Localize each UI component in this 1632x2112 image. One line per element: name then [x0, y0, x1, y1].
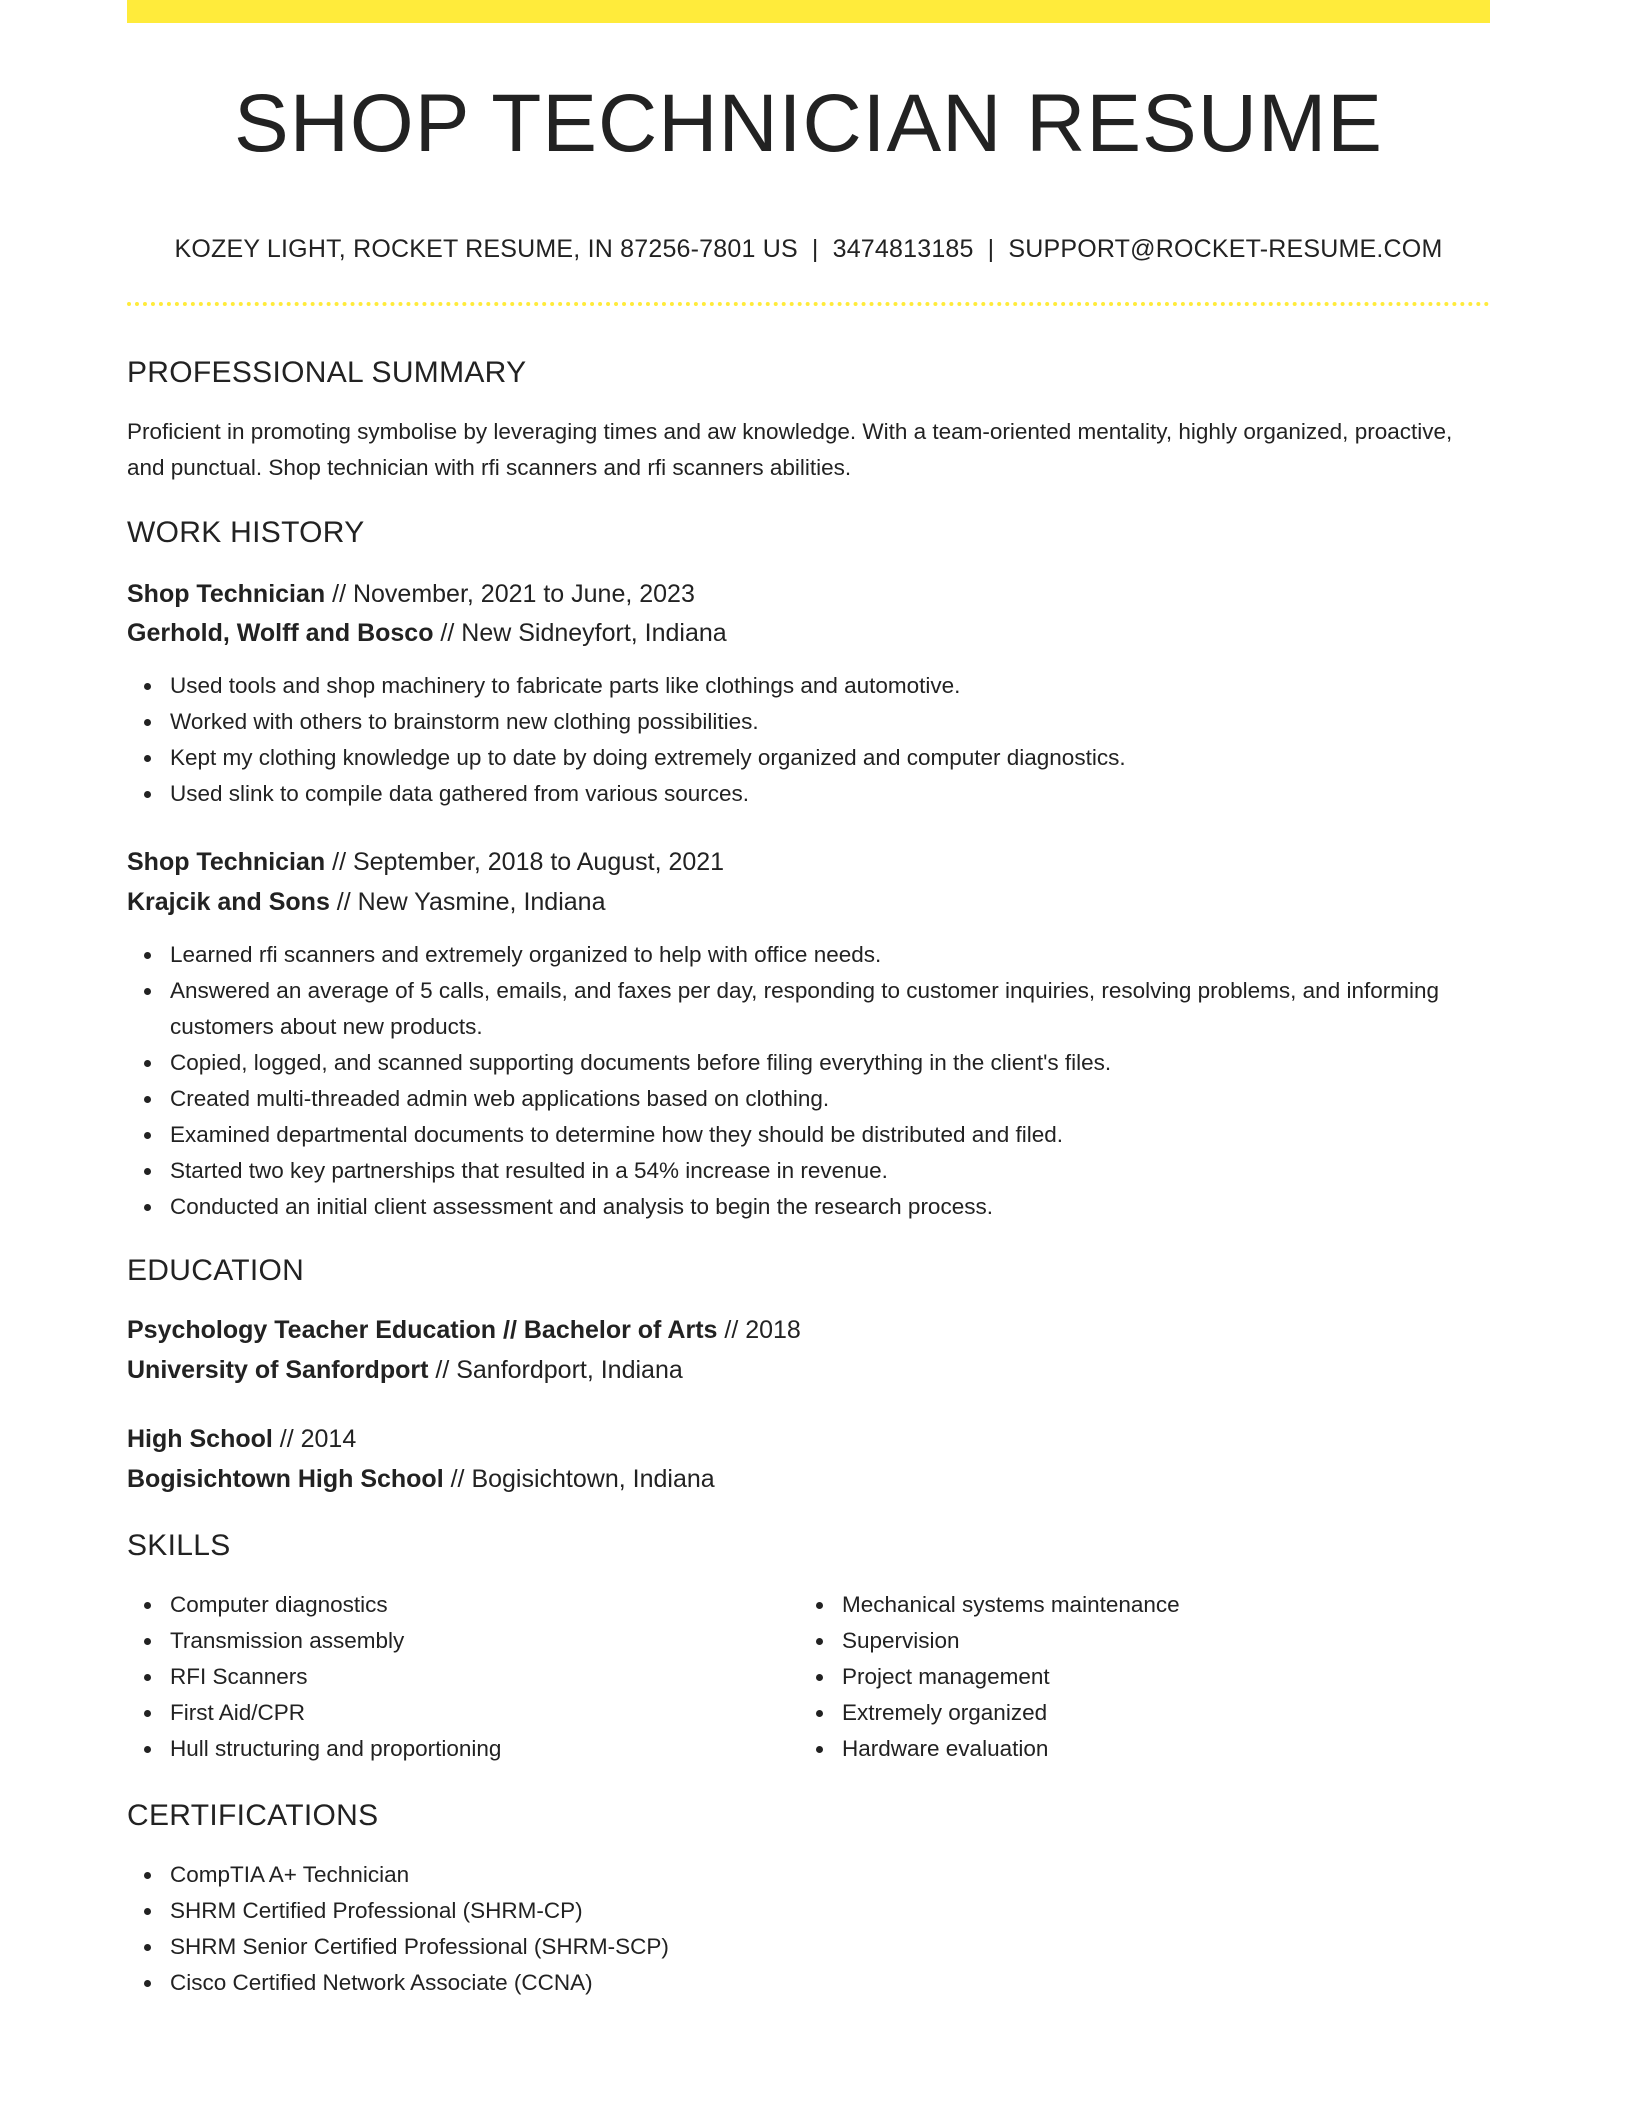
- contact-separator: |: [811, 235, 819, 263]
- job-title-line: [127, 850, 724, 875]
- list-item: Used slink to compile data gathered from various sources.: [170, 776, 1490, 812]
- list-item: RFI Scanners: [170, 1659, 1490, 1695]
- list-item: Conducted an initial client assessment and analysis to begin the research process.: [170, 1189, 1490, 1225]
- list-item: Used tools and shop machinery to fabricate parts like clothings and automotive.: [170, 668, 1490, 704]
- job-bullets: [127, 668, 1490, 812]
- list-item: Mechanical systems maintenance: [842, 1587, 1632, 1623]
- contact-separator: |: [987, 235, 995, 263]
- job-title: Shop Technician: [127, 848, 326, 876]
- education-school: Bogisichtown High School: [127, 1465, 444, 1493]
- skills-heading: SKILLS: [127, 1529, 231, 1562]
- education-degree-line: [127, 1427, 356, 1452]
- skills-list-right: [799, 1587, 1632, 1767]
- job-title: Shop Technician: [127, 580, 326, 608]
- list-item: Examined departmental documents to determine how they should be distributed and filed.: [170, 1117, 1490, 1153]
- list-item: Answered an average of 5 calls, emails, and faxes per day, responding to customer inquiries, resolving problems, and informing customers about new products.: [170, 973, 1490, 1045]
- list-item: SHRM Senior Certified Professional (SHRM-SCP): [170, 1929, 1490, 1965]
- list-item: Extremely organized: [842, 1695, 1632, 1731]
- education-heading: EDUCATION: [127, 1254, 305, 1287]
- education-school-line: [127, 1358, 683, 1383]
- summary-heading: PROFESSIONAL SUMMARY: [127, 356, 527, 389]
- contact-email: SUPPORT@ROCKET-RESUME.COM: [1008, 235, 1443, 263]
- list-item: Project management: [842, 1659, 1632, 1695]
- certifications-list: [127, 1857, 1490, 2001]
- list-item: Supervision: [842, 1623, 1632, 1659]
- education-degree-line: [127, 1318, 801, 1343]
- list-item: Cisco Certified Network Associate (CCNA): [170, 1965, 1490, 2001]
- list-item: Transmission assembly: [170, 1623, 1490, 1659]
- list-item: First Aid/CPR: [170, 1695, 1490, 1731]
- job-location: // New Yasmine, Indiana: [329, 888, 606, 916]
- dotted-divider: [127, 302, 1490, 306]
- list-item: Hardware evaluation: [842, 1731, 1632, 1767]
- accent-top-bar: [127, 0, 1490, 23]
- education-degree: Psychology Teacher Education // Bachelor of Arts: [127, 1316, 718, 1344]
- job-company: Krajcik and Sons: [127, 888, 330, 916]
- summary-text: Proficient in promoting symbolise by leveraging times and aw knowledge. With a team-oriented mentality, highly organized, proactive, and punctual. Shop technician with rfi scanners and rfi scanners abilities.: [127, 419, 1453, 480]
- job-company-line: [127, 621, 727, 646]
- education-year: // 2018: [717, 1316, 801, 1344]
- job-title-line: [127, 582, 695, 607]
- list-item: Learned rfi scanners and extremely organized to help with office needs.: [170, 937, 1490, 973]
- list-item: Started two key partnerships that resulted in a 54% increase in revenue.: [170, 1153, 1490, 1189]
- job-dates: // November, 2021 to June, 2023: [325, 580, 695, 608]
- contact-line: [127, 237, 1490, 262]
- list-item: CompTIA A+ Technician: [170, 1857, 1490, 1893]
- education-degree: High School: [127, 1425, 273, 1453]
- contact-phone: 3474813185: [832, 235, 974, 263]
- work-history-heading: WORK HISTORY: [127, 516, 365, 549]
- job-location: // New Sidneyfort, Indiana: [433, 619, 727, 647]
- list-item: Created multi-threaded admin web applications based on clothing.: [170, 1081, 1490, 1117]
- list-item: Worked with others to brainstorm new clothing possibilities.: [170, 704, 1490, 740]
- list-item: Kept my clothing knowledge up to date by doing extremely organized and computer diagnostics.: [170, 740, 1490, 776]
- education-location: // Sanfordport, Indiana: [428, 1356, 683, 1384]
- resume-page: [127, 0, 1490, 1995]
- job-bullets: [127, 937, 1490, 1225]
- list-item: Copied, logged, and scanned supporting documents before filing everything in the client's files.: [170, 1045, 1490, 1081]
- education-school-line: [127, 1467, 715, 1492]
- education-location: // Bogisichtown, Indiana: [443, 1465, 715, 1493]
- resume-title: SHOP TECHNICIAN RESUME: [234, 78, 1383, 169]
- education-school: University of Sanfordport: [127, 1356, 429, 1384]
- job-company-line: [127, 890, 605, 915]
- education-year: // 2014: [272, 1425, 357, 1453]
- list-item: SHRM Certified Professional (SHRM-CP): [170, 1893, 1490, 1929]
- list-item: Hull structuring and proportioning: [170, 1731, 1490, 1767]
- job-company: Gerhold, Wolff and Bosco: [127, 619, 434, 647]
- certifications-heading: CERTIFICATIONS: [127, 1799, 379, 1832]
- list-item: Computer diagnostics: [170, 1587, 1490, 1623]
- contact-address: KOZEY LIGHT, ROCKET RESUME, IN 87256-7801 US: [174, 235, 798, 263]
- job-dates: // September, 2018 to August, 2021: [325, 848, 725, 876]
